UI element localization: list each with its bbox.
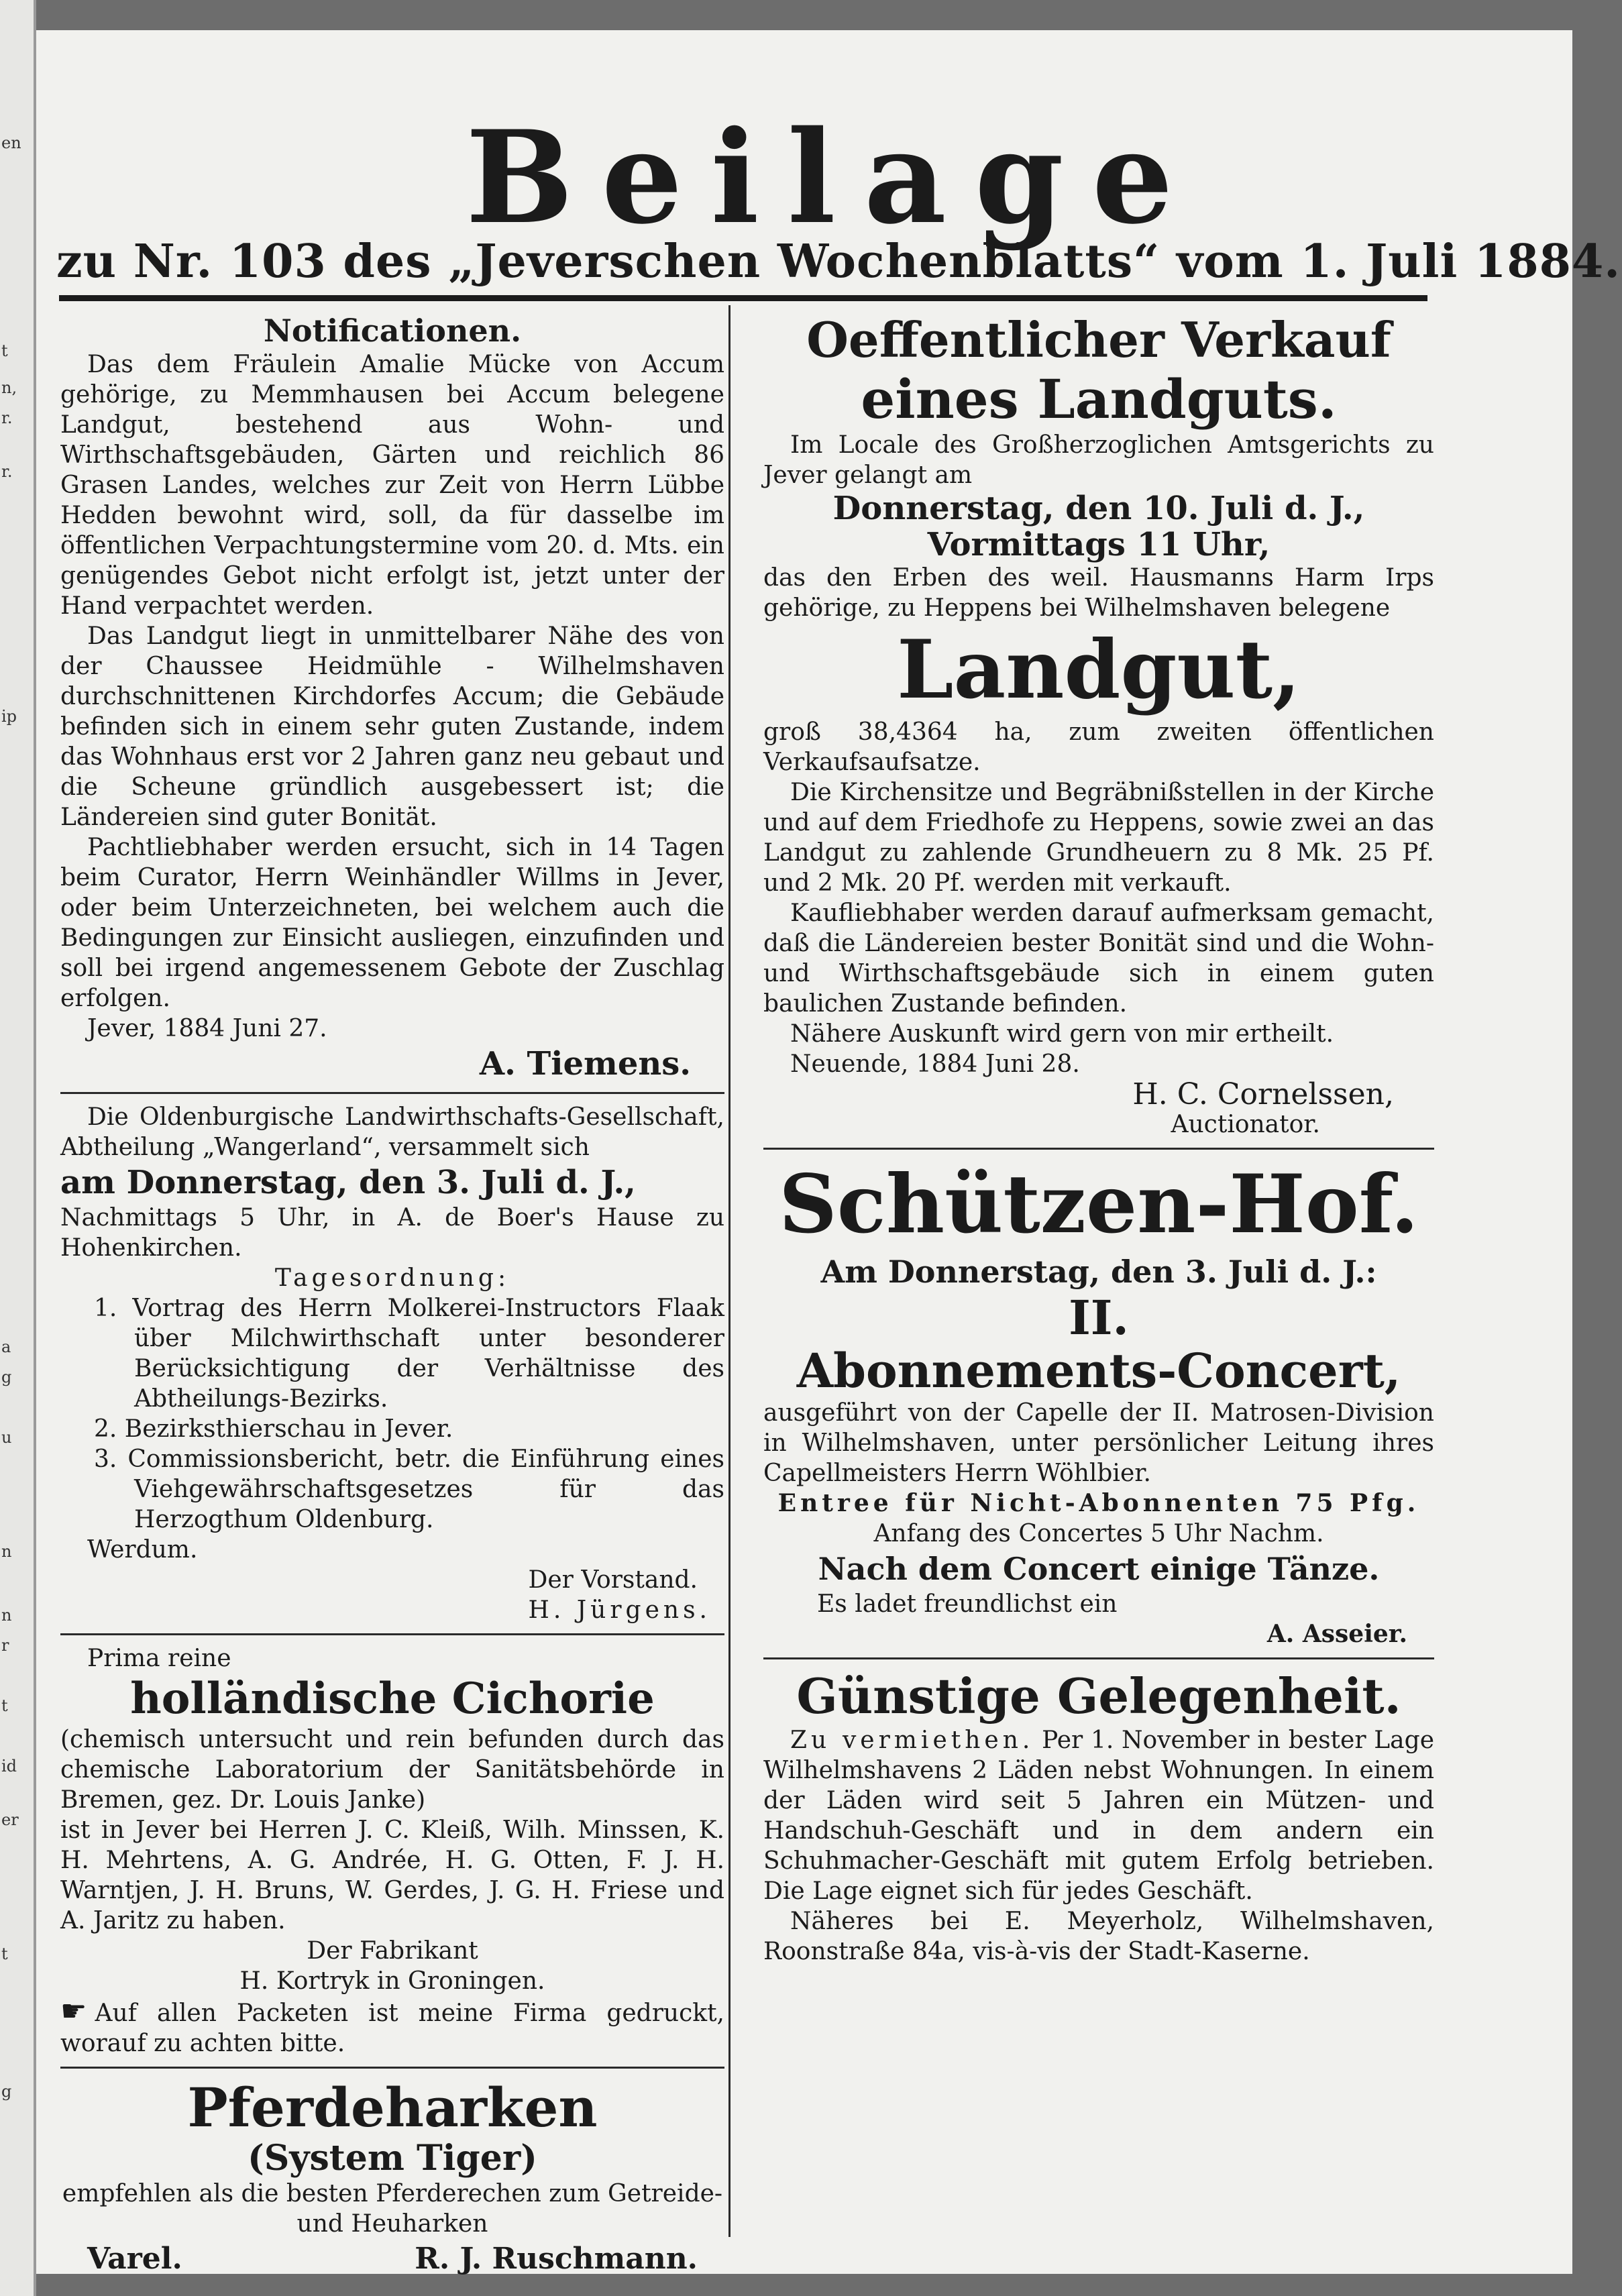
previous-page-edge [0,0,36,2296]
concert-date: Am Donnerstag, den 3. Juli d. J.: [820,1254,1377,1290]
cichorie-title: holländische Cichorie [130,1674,655,1724]
edge-letter: id [1,1757,17,1775]
concert-number: II. [1069,1290,1129,1346]
concert-entree: Entree für Nicht-Abonnenten 75 Pfg. [777,1489,1420,1517]
gelegenheit-contact: Näheres bei E. Meyerholz, Wilhelmshaven, Roonstraße 84a, vis-à-vis der Stadt-Kaserne. [763,1908,1434,1965]
edge-letter: r. [1,408,13,427]
sale-paragraph: Im Locale des Großherzoglichen Amtsgerichts zu Jever gelangt am [763,431,1434,489]
pferdeharken-title: Pferdeharken [187,2076,598,2139]
sale-time: Vormittags 11 Uhr, [927,526,1270,563]
edge-letter: r. [1,462,13,481]
landgut-sale-ad [763,312,1434,1140]
ad-separator [60,2067,724,2069]
meeting-date: am Donnerstag, den 3. Juli d. J., [60,1164,636,1201]
notification-paragraph: Das dem Fräulein Amalie Mücke von Accum gehörige, zu Memmhausen bei Accum belegene Landgut, bestehend aus Wohn- und Wirthschaftsgebäuden, Gärten und reichlich 86 Grasen Landes, welches zur Zeit von Herrn Lübbe Hedden bewohnt wird, soll, da für dasselbe im öffentlichen Verpachtungstermine vom 20. d. Mts. ein genügendes Gebot nicht erfolgt ist, jetzt unter der Hand verpachtet werden. [60,351,724,620]
ad-separator [60,1092,724,1094]
newspaper-page [36,30,1621,2276]
cichorie-pre: Prima reine [87,1645,231,1672]
pointing-hand-icon: ☛ [60,1994,87,2028]
sale-title: Oeffentlicher Verkauf [806,311,1391,368]
meeting-place: Werdum. [87,1536,198,1564]
meeting-intro: Die Oldenburgische Landwirthschafts-Gesellschaft, Abtheilung „Wangerland“, versammelt sich [60,1103,724,1161]
concert-dance: Nach dem Concert einige Tänze. [818,1551,1380,1587]
meeting-board: Der Vorstand. [528,1566,698,1594]
cichorie-paragraph: (chemisch untersucht und rein befunden durch das chemische Laboratorium der Sanitätsbehörde in Bremen, gez. Dr. Louis Janke) [60,1726,724,1814]
edge-letter: g [1,1368,12,1386]
ad-separator [763,1148,1434,1150]
notification-signature: A. Tiemens. [479,1045,691,1083]
concert-invite: Es ladet freundlichst ein [817,1590,1118,1618]
concert-paragraph: ausgeführt von der Capelle der II. Matrosen-Division in Wilhelmshaven, unter persönlicher Leitung ihres Capellmeisters Herrn Wöhlbier. [763,1399,1434,1487]
notification-paragraph: Pachtliebhaber werden ersucht, sich in 14 Tagen beim Curator, Herrn Weinhändler Willms in Jever, oder beim Unterzeichneten, bei welchem auch die Bedingungen zur Einsicht ausliegen, einzufinden und soll bei irgend angemessenem Gebote der Zuschlag erfolgen. [60,834,724,1012]
edge-letter: t [1,1696,8,1715]
sale-big-word: Landgut, [897,622,1301,717]
notification-ad [60,312,724,1084]
left-column [60,312,724,2279]
edge-letter: t [1,1945,8,1963]
agenda-heading: Tagesordnung: [274,1264,510,1292]
gelegenheit-paragraph: Per 1. November in bester Lage Wilhelmshavens 2 Läden nebst Wohnungen. In einem der Läden wird seit 5 Jahren ein Mützen- und Handschuh-Geschäft und in dem andern ein Schuhmacher-Geschäft mit gutem Erfolg betrieben. Die Lage eignet sich für jedes Geschäft. [763,1727,1434,1905]
agenda-item: 3. Commissionsbericht, betr. die Einführung eines Viehgewährschaftsgesetzes für das Herzogthum Oldenburg. [94,1445,724,1533]
agenda-item: 2. Bezirksthierschau in Jever. [94,1415,453,1443]
sale-subtitle: eines Landguts. [861,368,1337,431]
pferdeharken-subtitle: (System Tiger) [248,2138,537,2179]
ad-separator [60,1633,724,1635]
oldenburg-meeting-ad [60,1102,724,1625]
schuetzenhof-ad [763,1158,1434,1649]
pferdeharken-ad [60,2077,724,2279]
pferdeharken-footer [60,2239,724,2279]
meeting-time: Nachmittags 5 Uhr, in A. de Boer's Hause zu Hohenkirchen. [60,1204,724,1262]
edge-letter: n [1,1542,12,1561]
sale-paragraph: das den Erben des weil. Hausmanns Harm Irps gehörige, zu Heppens bei Wilhelmshaven belegene [763,564,1434,622]
concert-signature: A. Asseier. [1266,1620,1407,1648]
column-divider [728,305,731,2237]
edge-letter: u [1,1428,12,1447]
pferdeharken-body: empfehlen als die besten Pferderechen zum Getreide- und Heuharken [62,2180,723,2238]
masthead-rule [59,295,1427,301]
edge-letter: r [1,1636,9,1655]
edge-letter: a [1,1337,11,1356]
edge-letter: ip [1,707,17,726]
sale-date-signature: Neuende, 1884 Juni 28. [790,1050,1080,1078]
pferdeharken-signature: R. J. Ruschmann. [415,2242,698,2276]
pferdeharken-place: Varel. [87,2242,182,2276]
sale-paragraph: Die Kirchensitze und Begräbnißstellen in der Kirche und auf dem Friedhofe zu Heppens, sowie zwei an das Landgut zu zahlende Grundheuern zu 8 Mk. 25 Pf. und 2 Mk. 20 Pf. werden mit verkauft. [763,779,1434,897]
guenstige-gelegenheit-ad [763,1668,1434,1967]
edge-letter: t [1,341,8,360]
notification-paragraph: Das Landgut liegt in unmittelbarer Nähe des von der Chaussee Heidmühle - Wilhelmshaven durchschnittenen Kirchdorfes Accum; die Gebäude befinden sich in einem sehr guten Zustande, indem das Wohnhaus erst vor 2 Jahren ganz neu gebaut und die Scheune gründlich ausgebessert ist; die Ländereien sind guter Bonität. [60,622,724,831]
cichorie-maker-name: H. Kortryk in Groningen. [239,1967,545,1995]
cichorie-note: Auf allen Packeten ist meine Firma gedruckt, worauf zu achten bitte. [60,2000,724,2057]
notification-date: Jever, 1884 Juni 27. [87,1015,327,1042]
cichorie-ad [60,1643,724,2059]
supplement-subtitle: zu Nr. 103 des „Jeverschen Wochenblatts“ vom 1. Juli 1884. [56,235,1621,288]
concert-start: Anfang des Concertes 5 Uhr Nachm. [873,1520,1324,1547]
sale-date: Donnerstag, den 10. Juli d. J., [832,490,1365,527]
gelegenheit-title: Günstige Gelegenheit. [796,1668,1401,1725]
edge-letter: er [1,1810,19,1829]
gelegenheit-lead: Zu vermiethen. [790,1727,1034,1754]
right-column [763,312,1434,1967]
notification-heading: Notificationen. [263,313,522,349]
cichorie-maker: Der Fabrikant [307,1937,478,1965]
concert-title: Abonnements-Concert, [796,1343,1401,1399]
sale-paragraph: Kaufliebhaber werden darauf aufmerksam gemacht, daß die Ländereien bester Bonität sind und die Wohn- und Wirthschaftsgebäude sich in einem guten baulichen Zustande befinden. [763,899,1434,1018]
meeting-signature: H. Jürgens. [528,1596,711,1624]
schuetzenhof-title: Schützen-Hof. [779,1157,1419,1252]
sale-paragraph: Nähere Auskunft wird gern von mir ertheilt. [790,1020,1334,1048]
edge-letter: g [1,2082,12,2101]
agenda-item: 1. Vortrag des Herrn Molkerei-Instructors Flaak über Milchwirthschaft unter besonderer Berücksichtigung der Verhältnisse des Abtheilungs-Bezirks. [94,1295,724,1413]
edge-letter: n [1,1606,12,1625]
edge-letter: en [1,133,21,152]
sale-paragraph: groß 38,4364 ha, zum zweiten öffentlichen Verkaufsaufsatze. [763,718,1434,776]
edge-letter: n, [1,378,17,397]
sale-role: Auctionator. [1171,1111,1320,1138]
sale-signature: H. C. Cornelssen, [1132,1077,1394,1111]
ad-separator [763,1657,1434,1659]
cichorie-paragraph: ist in Jever bei Herren J. C. Kleiß, Wilh. Minssen, K. H. Mehrtens, A. G. Andrée, H. G. Otten, F. J. H. Warntjen, J. H. Bruns, W. Gerdes, J. G. H. Friese und A. Jaritz zu haben. [60,1816,724,1934]
supplement-title: Beilage [466,103,1201,252]
